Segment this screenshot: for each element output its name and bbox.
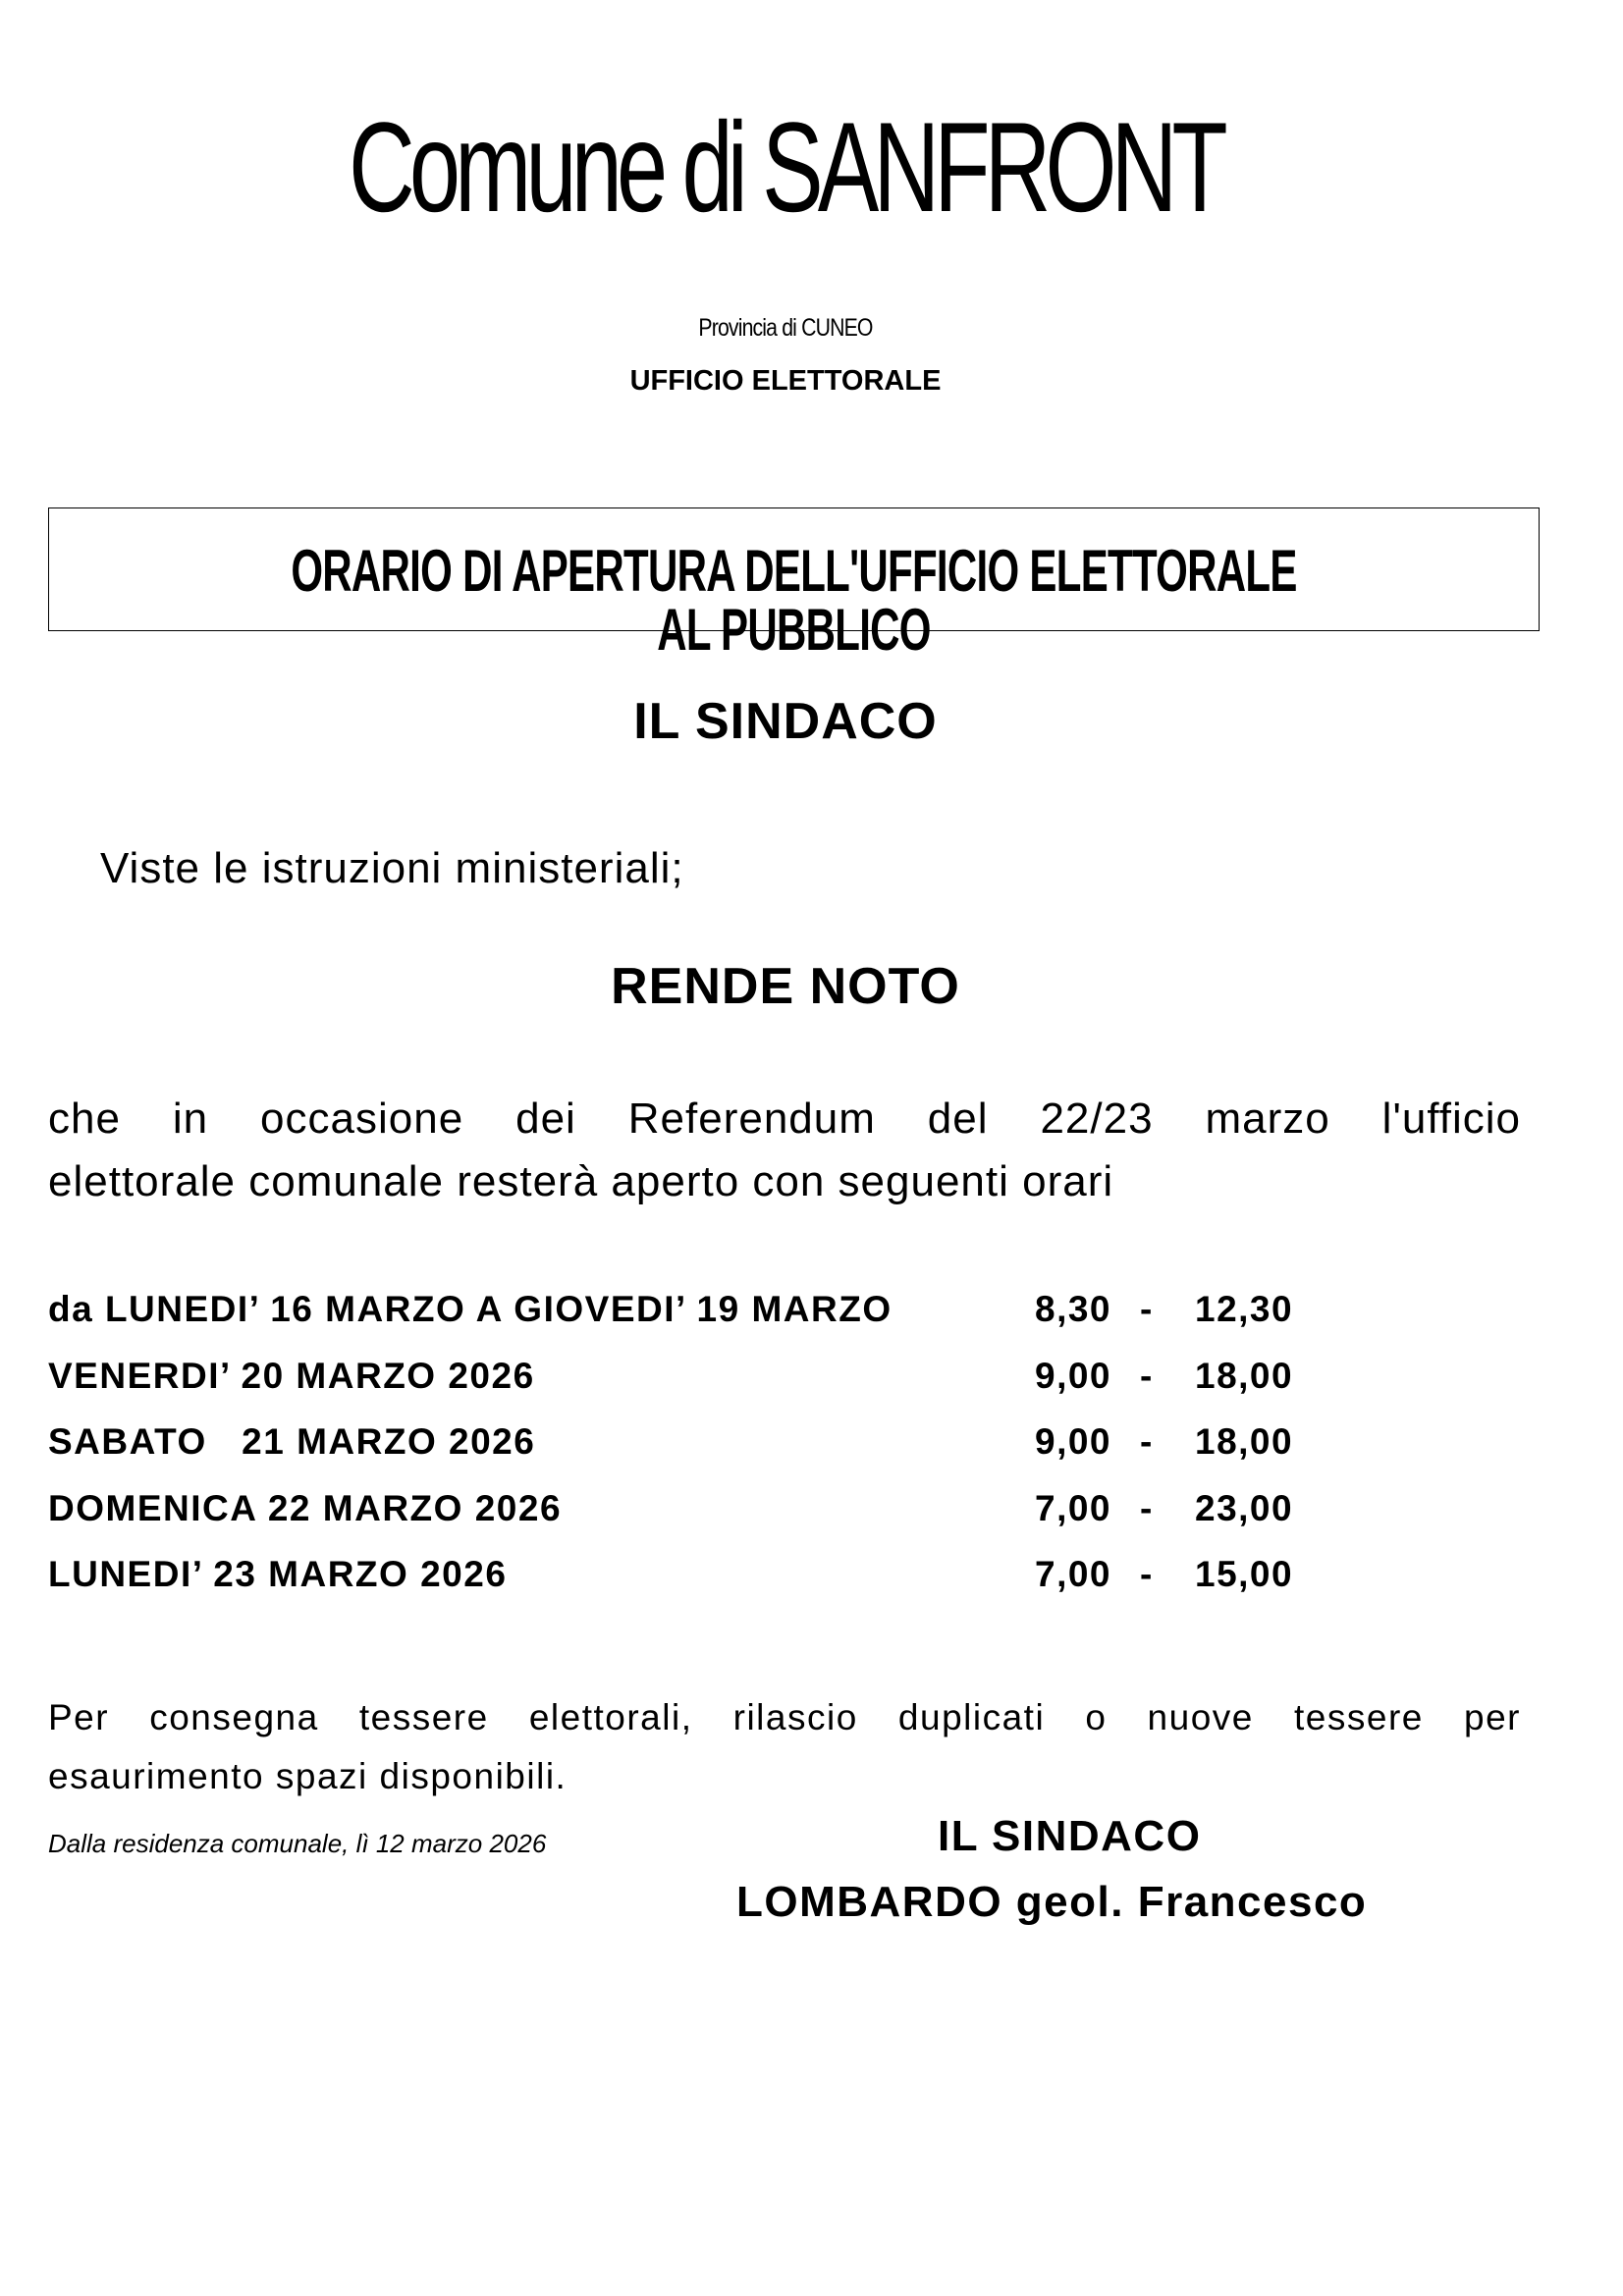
schedule-day: da LUNEDI’ 16 MARZO A GIOVEDI’ 19 MARZO [48, 1289, 893, 1329]
authority-heading: IL SINDACO [633, 693, 938, 750]
notice-title-box [48, 507, 1540, 663]
schedule-to: 18,00 [1195, 1355, 1294, 1396]
schedule-from: 8,30 [1035, 1289, 1112, 1329]
schedule-separator: - [1140, 1554, 1154, 1594]
intro-line-1: che in occasione dei Referendum del 22/23 marzo l'ufficio [48, 1095, 1521, 1143]
schedule-separator: - [1140, 1355, 1154, 1396]
schedule-day: SABATO 21 MARZO 2026 [48, 1421, 536, 1462]
schedule-day: DOMENICA 22 MARZO 2026 [48, 1487, 563, 1528]
schedule-from: 9,00 [1035, 1355, 1112, 1396]
province-label: Provincia di CUNEO [698, 314, 873, 342]
note-line-2: esaurimento spazi disponibili. [48, 1756, 568, 1796]
schedule-day: LUNEDI’ 23 MARZO 2026 [48, 1554, 508, 1594]
intro-line-2: elettorale comunale resterà aperto con seguenti orari [48, 1157, 1114, 1205]
schedule-to: 18,00 [1195, 1421, 1294, 1462]
schedule-from: 7,00 [1035, 1554, 1112, 1594]
page-title: Comune di SANFRONT [349, 95, 1222, 239]
schedule-from: 9,00 [1035, 1421, 1112, 1462]
schedule-row [48, 1554, 1423, 1621]
schedule-from: 7,00 [1035, 1487, 1112, 1528]
schedule-row [48, 1488, 1423, 1555]
signature-name: LOMBARDO geol. Francesco [736, 1878, 1368, 1926]
schedule-row [48, 1421, 1423, 1488]
schedule-to: 15,00 [1195, 1554, 1294, 1594]
intro-paragraph [48, 1088, 1521, 1213]
notice-title: ORARIO DI APERTURA DELL'UFFICIO ELETTORALE AL PUBBLICO [291, 538, 1297, 663]
premise-text: Viste le istruzioni ministeriali; [100, 844, 684, 892]
office-label: UFFICIO ELETTORALE [629, 365, 942, 397]
schedule-separator: - [1140, 1421, 1154, 1462]
schedule-table [48, 1289, 1423, 1621]
schedule-to: 12,30 [1195, 1289, 1294, 1329]
schedule-separator: - [1140, 1487, 1154, 1528]
schedule-row [48, 1289, 1423, 1356]
schedule-to: 23,00 [1195, 1487, 1294, 1528]
schedule-day: VENERDI’ 20 MARZO 2026 [48, 1355, 535, 1396]
signature-title: IL SINDACO [938, 1812, 1202, 1860]
schedule-separator: - [1140, 1289, 1154, 1329]
declaration-heading: RENDE NOTO [611, 958, 960, 1015]
note-line-1: Per consegna tessere elettorali, rilascio duplicati o nuove tessere per [48, 1697, 1521, 1737]
note-paragraph [48, 1688, 1521, 1806]
place-date: Dalla residenza comunale, lì 12 marzo 2026 [48, 1829, 547, 1858]
schedule-row [48, 1356, 1423, 1422]
